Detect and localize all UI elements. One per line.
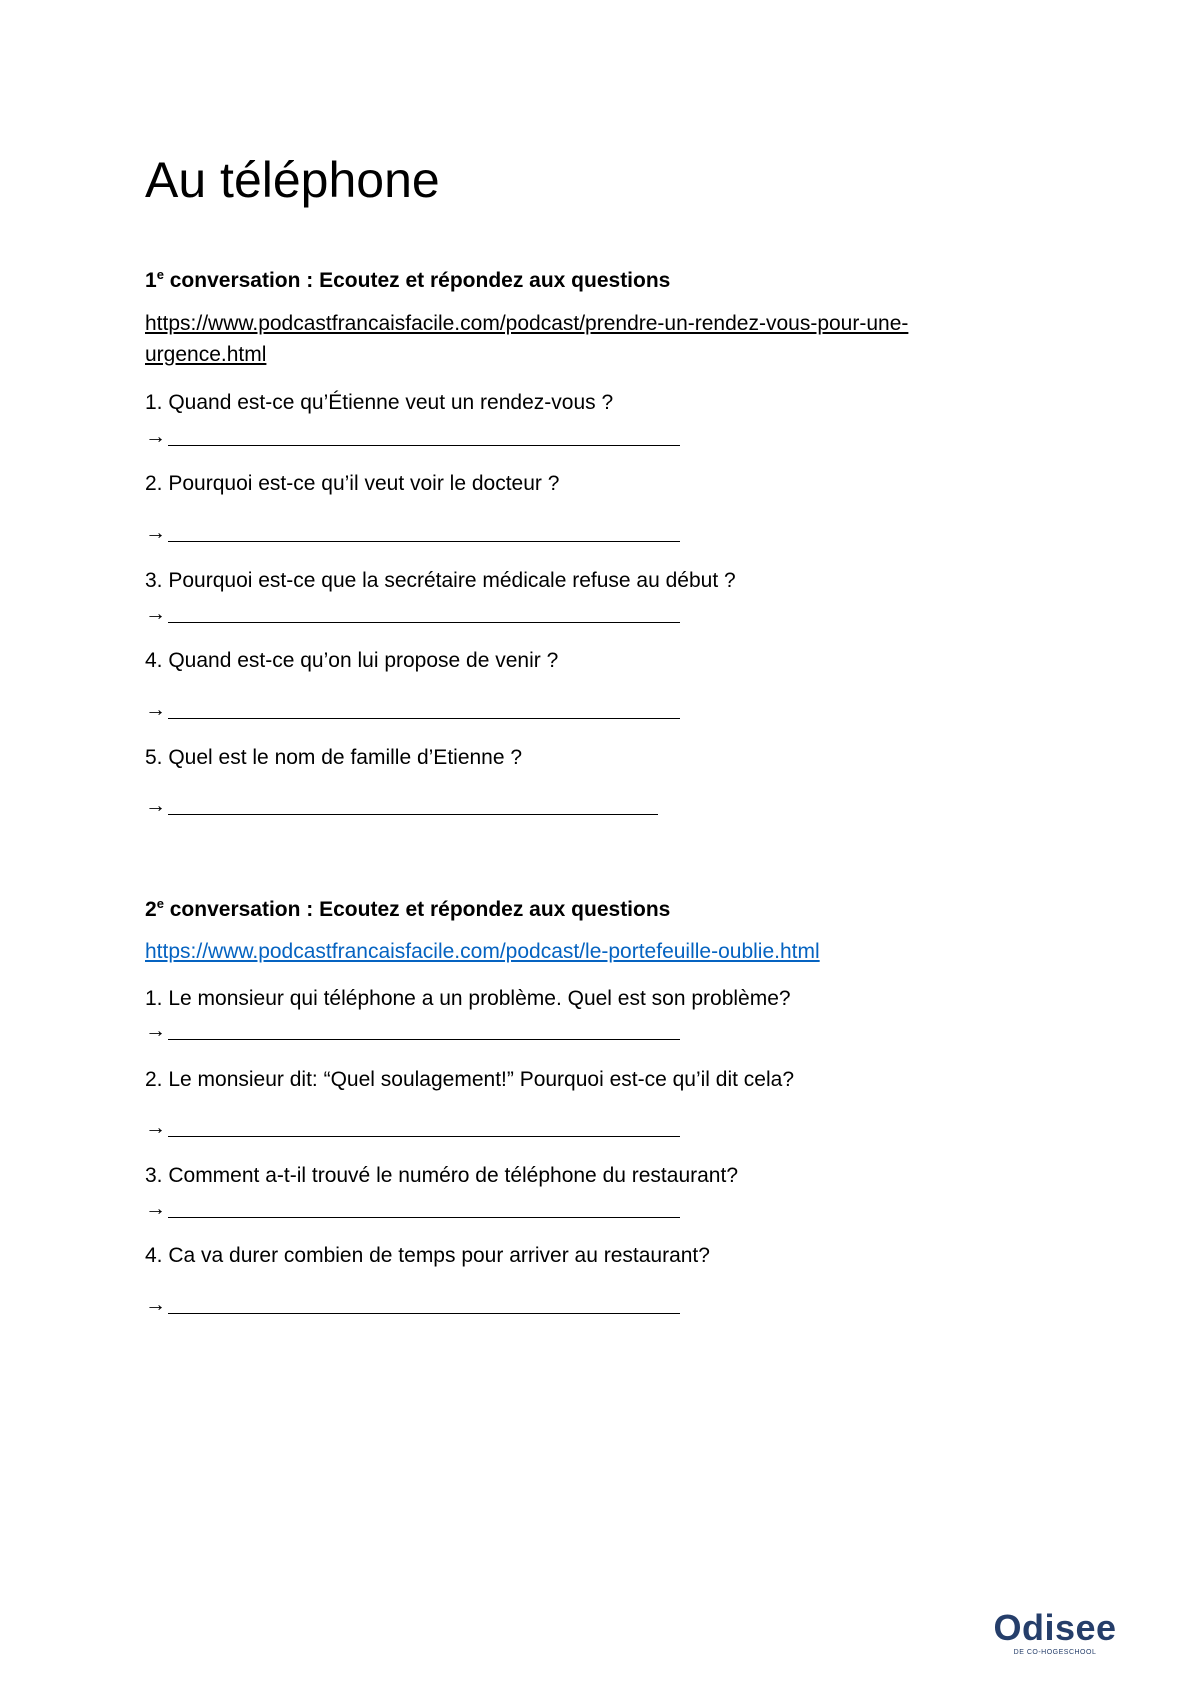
s2-answer-2[interactable] [145, 1115, 680, 1141]
s2-question-1: 1. Le monsieur qui téléphone a un problème. Quel est son problème? [145, 987, 791, 1010]
answer-line [168, 1039, 680, 1040]
arrow-icon: → [145, 602, 166, 625]
section2-link[interactable]: https://www.podcastfrancaisfacile.com/podcast/le-portefeuille-oublie.html [145, 940, 820, 963]
answer-line [168, 445, 680, 446]
arrow-icon: → [145, 698, 166, 721]
arrow-icon: → [145, 425, 166, 448]
arrow-icon: → [145, 1197, 166, 1220]
s2-answer-1[interactable] [145, 1018, 680, 1044]
section1-link-line1[interactable]: https://www.podcastfrancaisfacile.com/podcast/prendre-un-rendez-vous-pour-une- [145, 312, 909, 335]
s1-answer-4[interactable] [145, 697, 680, 723]
arrow-icon: → [145, 521, 166, 544]
arrow-icon: → [145, 1116, 166, 1139]
answer-line [168, 1217, 680, 1218]
section1-heading-text: conversation : Ecoutez et répondez aux questions [163, 269, 671, 292]
section2-heading [145, 891, 670, 923]
s2-question-2: 2. Le monsieur dit: “Quel soulagement!” Pourquoi est-ce qu’il dit cela? [145, 1068, 795, 1091]
answer-line [168, 1313, 680, 1314]
s1-answer-1[interactable] [145, 424, 680, 450]
arrow-icon: → [145, 1019, 166, 1042]
s2-question-3: 3. Comment a-t-il trouvé le numéro de téléphone du restaurant? [145, 1164, 738, 1187]
page-title: Au téléphone [145, 152, 440, 208]
section2-heading-number: 2 [145, 898, 157, 921]
section1-heading [145, 262, 670, 294]
answer-line [168, 622, 680, 623]
logo-tagline: DE CO-HOGESCHOOL [1013, 1649, 1097, 1656]
s1-question-5: 5. Quel est le nom de famille d’Etienne ? [145, 746, 523, 769]
logo-wordmark: Odisee [993, 1607, 1117, 1648]
arrow-icon: → [145, 794, 166, 817]
s1-question-3: 3. Pourquoi est-ce que la secrétaire médicale refuse au début ? [145, 569, 736, 592]
section2-heading-text: conversation : Ecoutez et répondez aux questions [163, 898, 671, 921]
answer-line [168, 1136, 680, 1137]
answer-line [168, 814, 658, 815]
s2-question-4: 4. Ca va durer combien de temps pour arriver au restaurant? [145, 1244, 710, 1267]
answer-line [168, 541, 680, 542]
answer-line [168, 718, 680, 719]
arrow-icon: → [145, 1293, 166, 1316]
odisee-logo [990, 1608, 1120, 1657]
s2-answer-4[interactable] [145, 1292, 680, 1318]
s1-question-4: 4. Quand est-ce qu’on lui propose de venir ? [145, 649, 559, 672]
s1-answer-3[interactable] [145, 601, 680, 627]
section1-link-line2[interactable]: urgence.html [145, 343, 267, 366]
s1-answer-5[interactable] [145, 793, 658, 819]
section1-heading-sup: e [156, 267, 164, 282]
section2-heading-sup: e [156, 896, 164, 911]
s1-question-2: 2. Pourquoi est-ce qu’il veut voir le docteur ? [145, 472, 560, 495]
section1-heading-number: 1 [145, 269, 157, 292]
s1-answer-2[interactable] [145, 520, 680, 546]
s1-question-1: 1. Quand est-ce qu’Étienne veut un rendez-vous ? [145, 391, 614, 414]
s2-answer-3[interactable] [145, 1196, 680, 1222]
